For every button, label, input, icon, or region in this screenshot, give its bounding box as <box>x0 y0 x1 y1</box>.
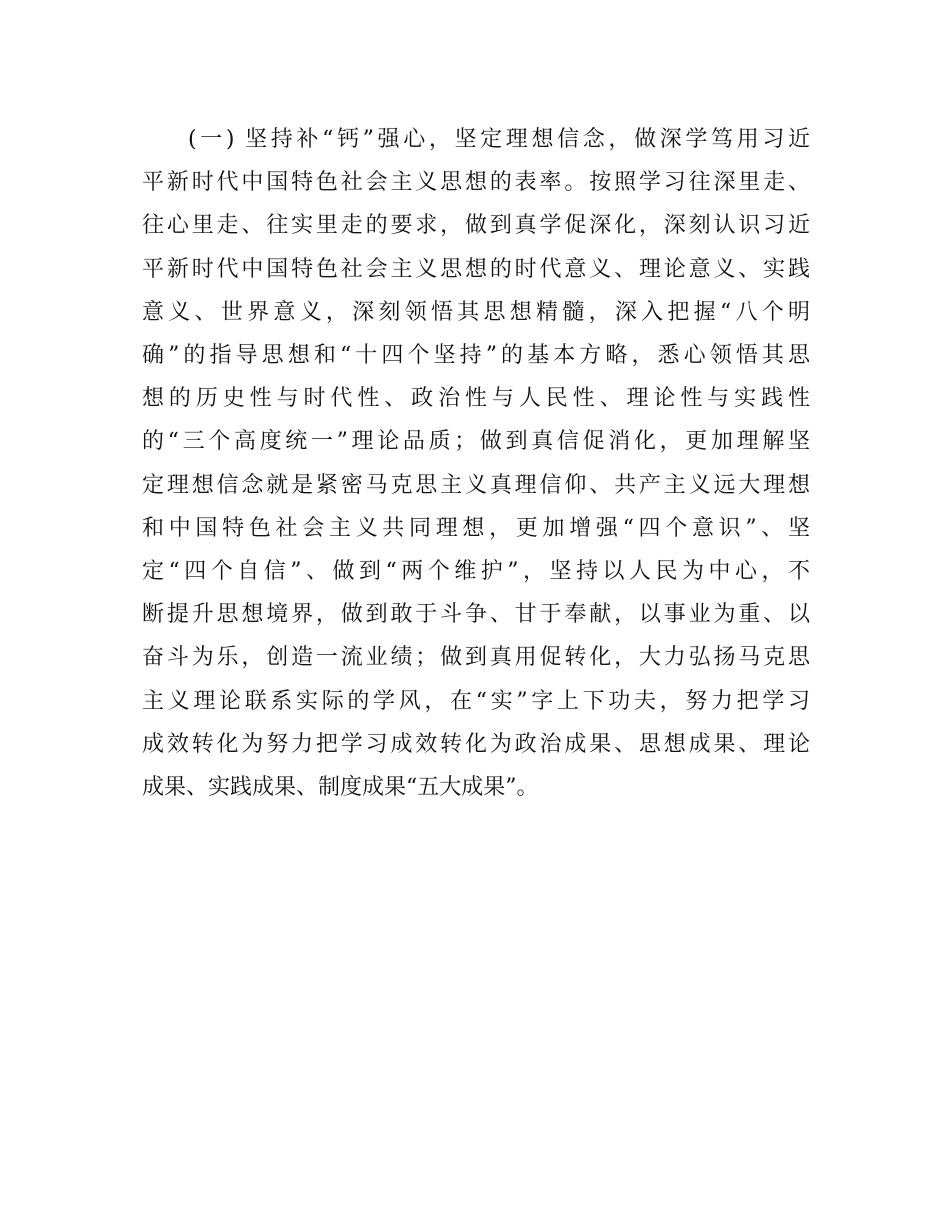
body-paragraph <box>142 118 810 809</box>
paragraph-line: 定“四个自信”、做到“两个维护”，坚持以人民为中心，不 <box>142 559 810 585</box>
paragraph-line: 定理想信念就是紧密马克思主义真理信仰、共产主义远大理想 <box>142 472 810 498</box>
paragraph-line: 主义理论联系实际的学风，在“实”字上下功夫，努力把学习 <box>142 688 810 714</box>
paragraph-line: 成效转化为努力把学习成效转化为政治成果、思想成果、理论 <box>142 731 810 757</box>
paragraph-line: 意义、世界意义，深刻领悟其思想精髓，深入把握“八个明 <box>142 299 810 325</box>
paragraph-line: 往心里走、往实里走的要求，做到真学促深化，深刻认识习近 <box>142 213 810 239</box>
paragraph-line: 想的历史性与时代性、政治性与人民性、理论性与实践性 <box>142 386 810 412</box>
paragraph-line: 奋斗为乐，创造一流业绩；做到真用促转化，大力弘扬马克思 <box>142 645 810 671</box>
paragraph-line: 的“三个高度统一”理论品质；做到真信促消化，更加理解坚 <box>142 429 810 455</box>
paragraph-line: 和中国特色社会主义共同理想，更加增强“四个意识”、坚 <box>142 515 810 541</box>
paragraph-line: 成果、实践成果、制度成果“五大成果”。 <box>142 775 539 801</box>
paragraph-line: 平新时代中国特色社会主义思想的表率。按照学习往深里走、 <box>142 170 810 196</box>
paragraph-line: 断提升思想境界，做到敢于斗争、甘于奉献，以事业为重、以 <box>142 602 810 628</box>
paragraph-line: (一) 坚持补“钙”强心，坚定理想信念，做深学笃用习近 <box>188 127 810 152</box>
paragraph-line: 确”的指导思想和“十四个坚持”的基本方略，悉心领悟其思 <box>142 343 810 369</box>
paragraph-line: 平新时代中国特色社会主义思想的时代意义、理论意义、实践 <box>142 256 810 282</box>
